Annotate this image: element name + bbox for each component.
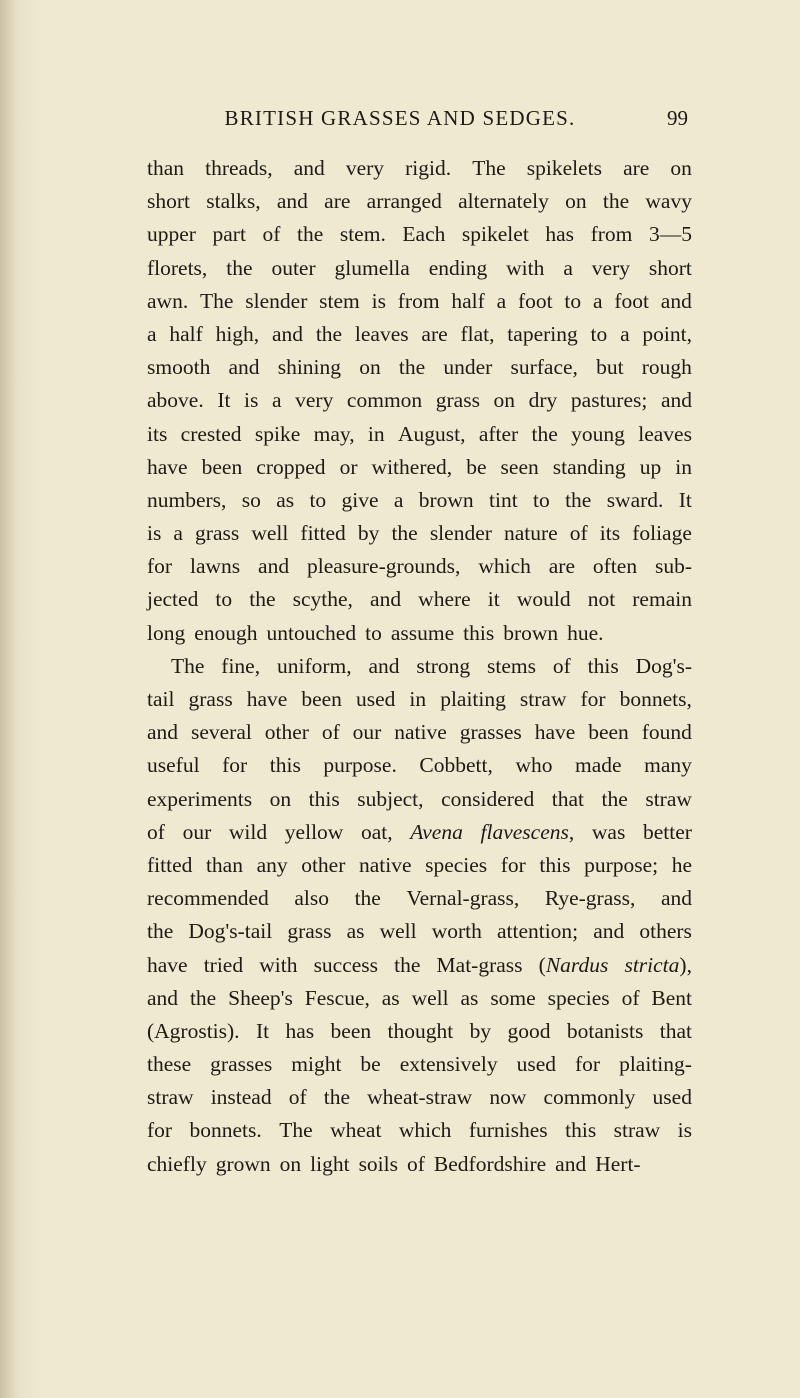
- text-line: for bonnets. The wheat which furnishes this straw is: [147, 1118, 692, 1143]
- text-line: its crested spike may, in August, after the young leaves: [147, 421, 692, 446]
- text-line: have tried with success the Mat-grass (Nardus stricta),: [147, 952, 692, 977]
- text-line: is a grass well fitted by the slender nature of its foliage: [147, 521, 692, 546]
- text-line: numbers, so as to give a brown tint to the sward. It: [147, 487, 692, 512]
- text-line: tail grass have been used in plaiting straw for bonnets,: [147, 687, 692, 711]
- text-line: have been cropped or withered, be seen standing up in: [147, 454, 692, 479]
- text-line: The fine, uniform, and strong stems of this Dog's-: [171, 653, 692, 678]
- text-line: for lawns and pleasure-grounds, which are often sub-: [147, 554, 692, 579]
- text-line: (Agrostis). It has been thought by good botanists that: [147, 1018, 692, 1043]
- text-line: upper part of the stem. Each spikelet has from 3—5: [147, 222, 692, 247]
- text-line: florets, the outer glumella ending with a very short: [147, 255, 692, 280]
- text-line: than threads, and very rigid. The spikelets are on: [147, 156, 692, 180]
- body-text: [147, 152, 692, 1181]
- text-line: chiefly grown on light soils of Bedfordshire and Hert-: [147, 1151, 641, 1176]
- text-line: recommended also the Vernal-grass, Rye-grass, and: [147, 886, 692, 911]
- text-line: long enough untouched to assume this brown hue.: [147, 620, 604, 645]
- page-header: [0, 106, 800, 136]
- text-line: and the Sheep's Fescue, as well as some species of Bent: [147, 985, 692, 1010]
- text-line: fitted than any other native species for this purpose; he: [147, 852, 692, 877]
- text-line: short stalks, and are arranged alternately on the wavy: [147, 189, 692, 214]
- text-line: above. It is a very common grass on dry pastures; and: [147, 388, 692, 413]
- text-line: these grasses might be extensively used for plaiting-: [147, 1052, 692, 1077]
- page-number: 99: [667, 106, 688, 130]
- text-line: experiments on this subject, considered that the straw: [147, 786, 692, 811]
- text-line: of our wild yellow oat, Avena flavescens, was better: [147, 819, 692, 844]
- text-line: straw instead of the wheat-straw now commonly used: [147, 1085, 692, 1110]
- running-head: BRITISH GRASSES AND SEDGES.: [224, 106, 576, 130]
- text-line: jected to the scythe, and where it would not remain: [147, 587, 692, 612]
- page-edge-shadow: [0, 0, 18, 1398]
- text-line: useful for this purpose. Cobbett, who made many: [147, 753, 692, 778]
- text-line: awn. The slender stem is from half a foot to a foot and: [147, 288, 692, 313]
- text-line: smooth and shining on the under surface, but rough: [147, 355, 692, 380]
- text-line: the Dog's-tail grass as well worth attention; and others: [147, 919, 692, 944]
- text-line: a half high, and the leaves are flat, tapering to a point,: [147, 321, 692, 346]
- text-line: and several other of our native grasses have been found: [147, 720, 692, 745]
